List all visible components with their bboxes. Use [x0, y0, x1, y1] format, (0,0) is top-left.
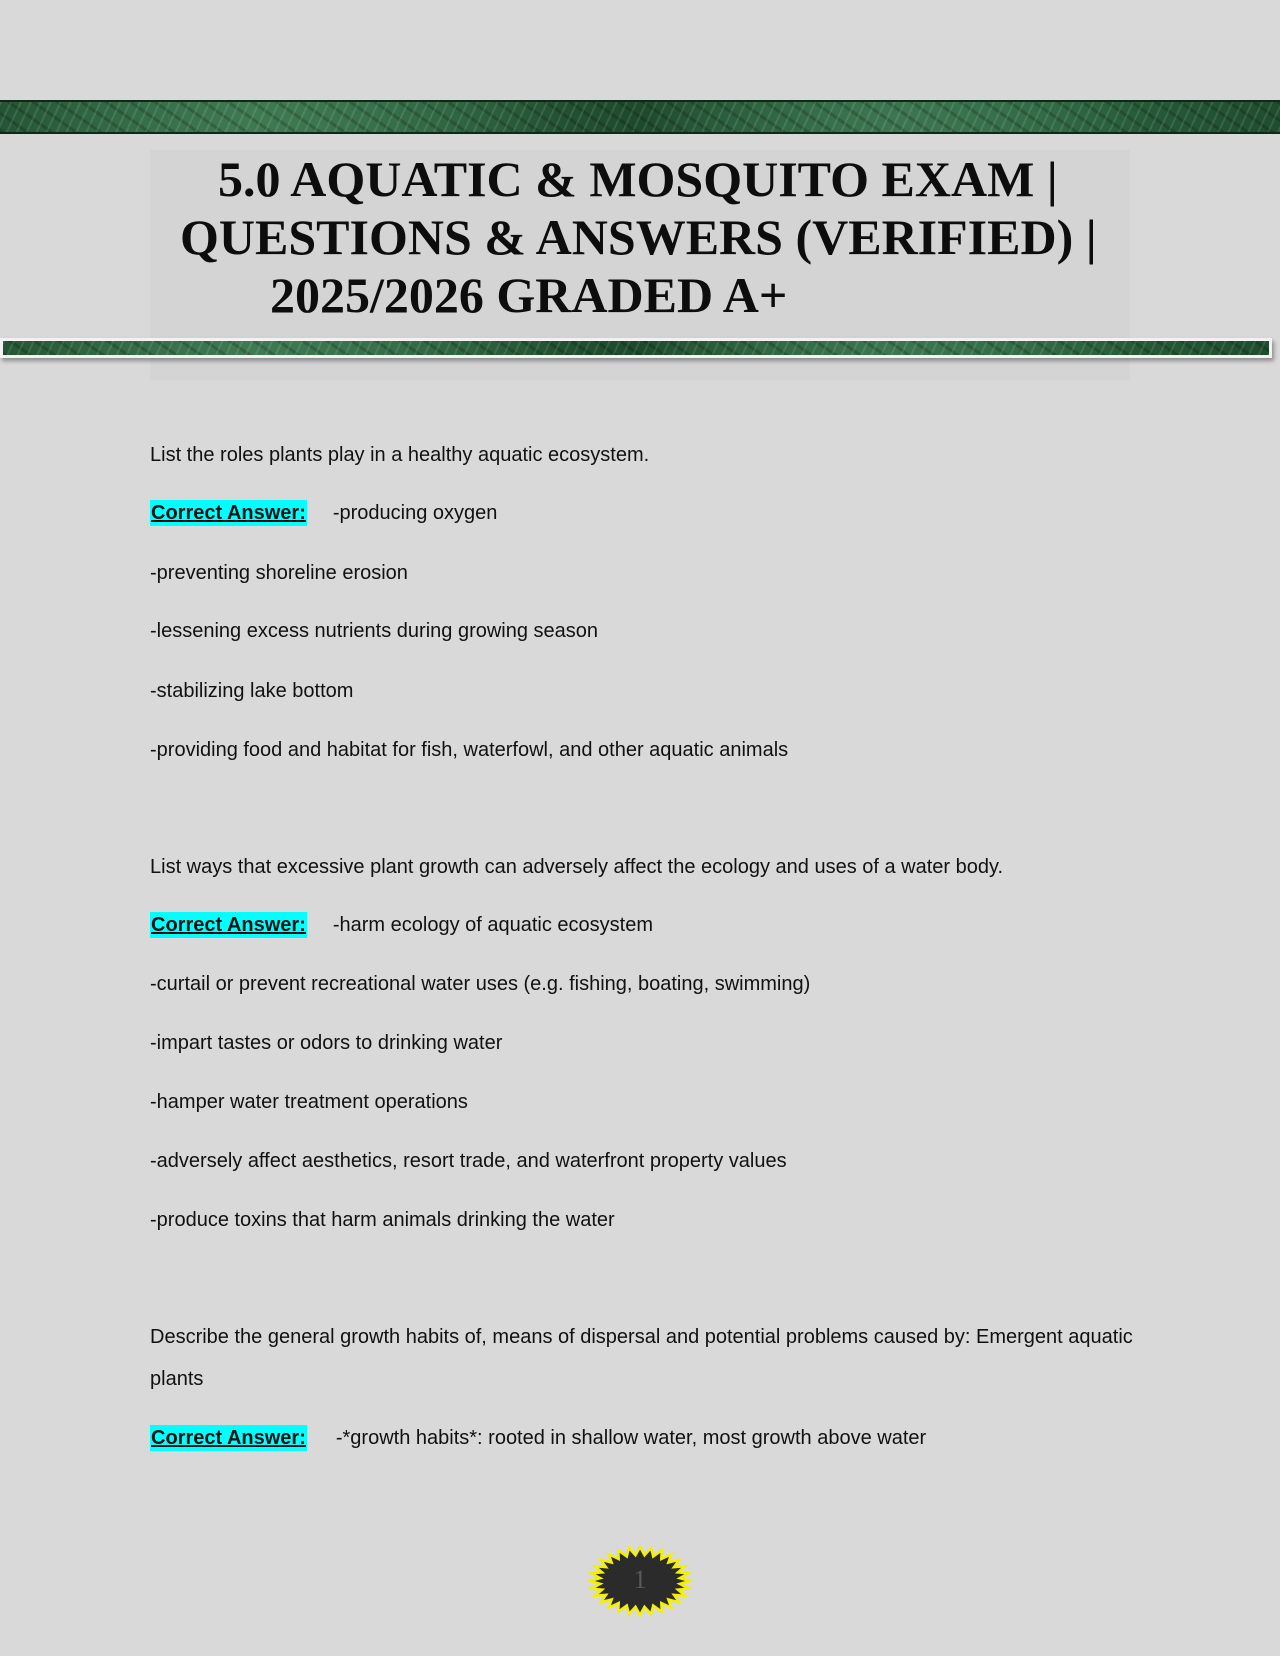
question-3-text: Describe the general growth habits of, means of dispersal and potential problems caused by: Emergent aquatic plants	[150, 1326, 1133, 1390]
question-2-text: List ways that excessive plant growth can adversely affect the ecology and uses of a water body.	[150, 856, 1004, 878]
question-2-answer-first: -harm ecology of aquatic ecosystem	[332, 914, 654, 936]
top-decorative-band	[0, 100, 1280, 134]
question-2-answer-row	[150, 912, 653, 938]
question-1-answer-line: -providing food and habitat for fish, waterfowl, and other aquatic animals	[150, 739, 789, 761]
correct-answer-label: Correct Answer:	[151, 914, 306, 936]
question-1-answer-line: -stabilizing lake bottom	[150, 680, 354, 702]
bottom-decorative-band	[0, 338, 1272, 358]
document-title	[150, 150, 1130, 324]
page-number: 1	[633, 1565, 647, 1594]
question-2-answer-line: -curtail or prevent recreational water uses (e.g. fishing, boating, swimming)	[150, 973, 811, 995]
title-line-2: QUESTIONS & ANSWERS (VERIFIED) |	[180, 209, 1097, 265]
question-2-answer-line: -produce toxins that harm animals drinking the water	[150, 1209, 615, 1231]
question-2-answer-line: -adversely affect aesthetics, resort trade, and waterfront property values	[150, 1150, 787, 1172]
correct-answer-label: Correct Answer:	[151, 1427, 306, 1449]
question-1-answer-row	[150, 500, 497, 526]
title-line-3: 2025/2026 GRADED A+	[270, 267, 788, 323]
question-3-answer-row	[150, 1425, 926, 1451]
question-1-text: List the roles plants play in a healthy aquatic ecosystem.	[150, 444, 650, 466]
correct-answer-label: Correct Answer:	[151, 502, 306, 524]
title-line-1: 5.0 AQUATIC & MOSQUITO EXAM |	[218, 151, 1058, 207]
question-2-answer-line: -hamper water treatment operations	[150, 1091, 468, 1113]
question-1-answer-line: -preventing shoreline erosion	[150, 562, 408, 584]
question-1-answer-first: -producing oxygen	[332, 502, 498, 524]
question-2-answer-line: -impart tastes or odors to drinking water	[150, 1032, 503, 1054]
question-3-answer-first: -*growth habits*: rooted in shallow water, most growth above water	[335, 1427, 927, 1449]
question-1-answer-line: -lessening excess nutrients during growing season	[150, 620, 599, 642]
